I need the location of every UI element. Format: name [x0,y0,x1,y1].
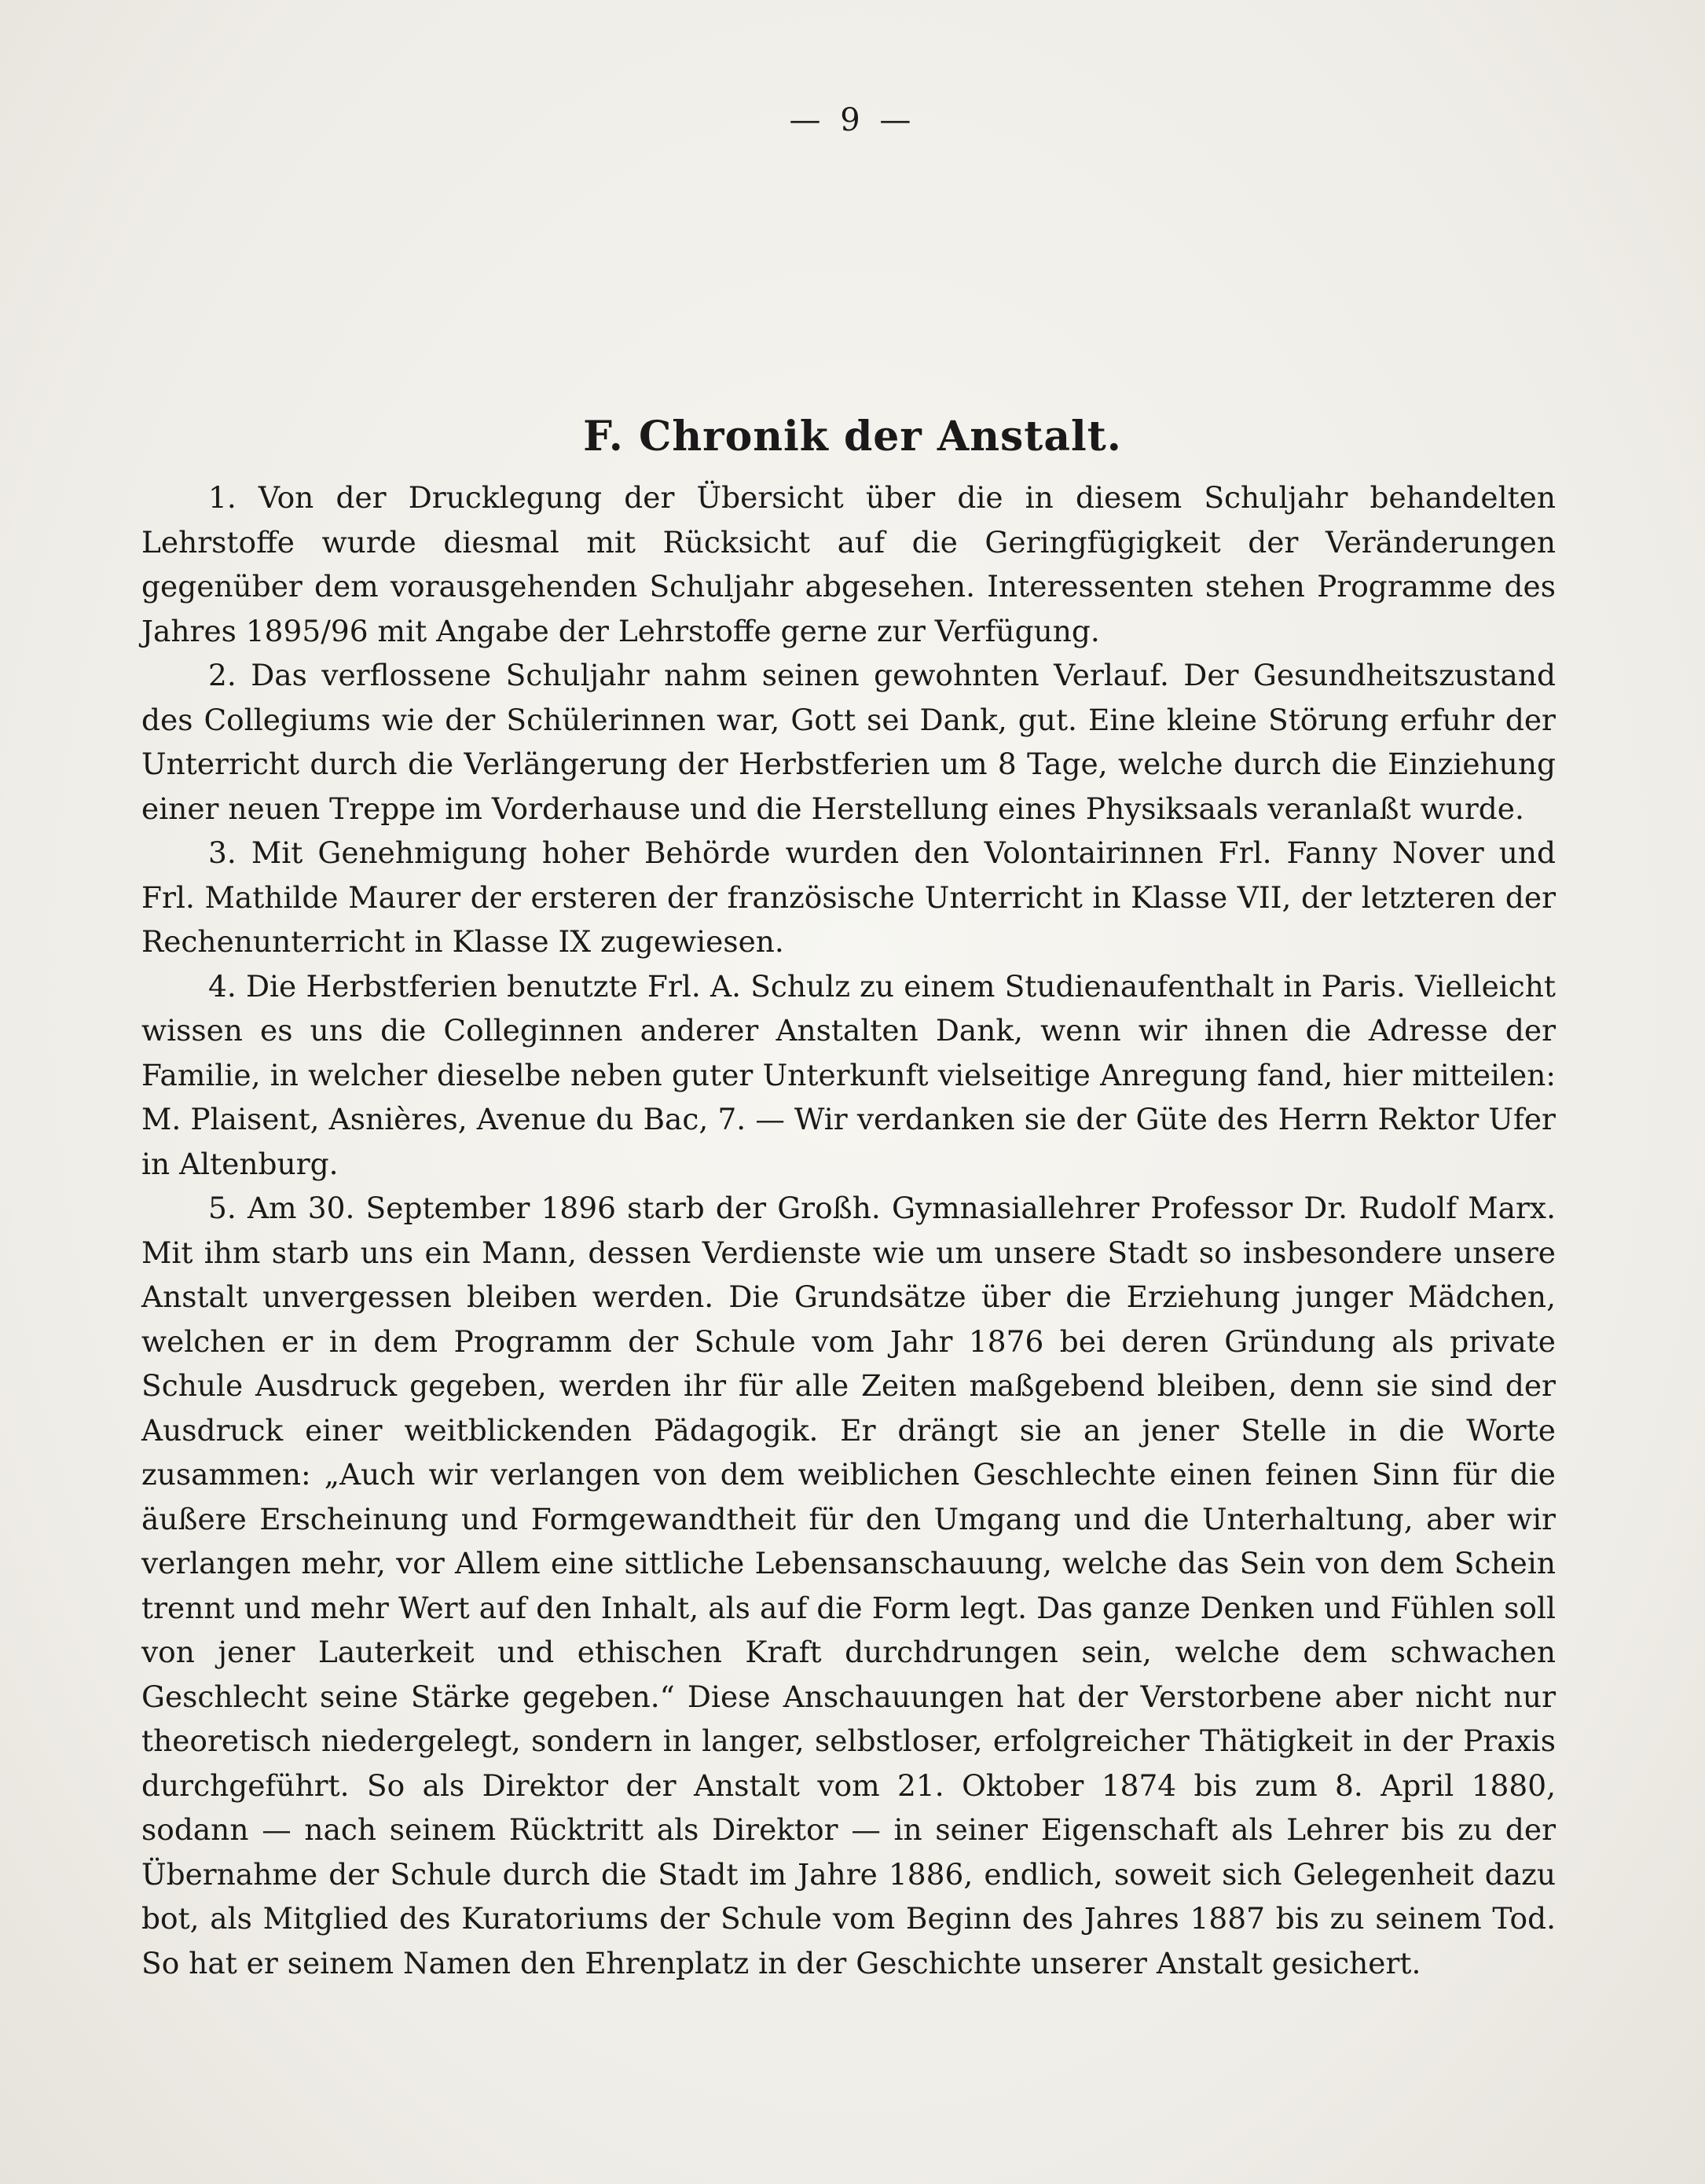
paragraph-3: 3. Mit Genehmigung hoher Behörde wurden den Volontairinnen Frl. Fanny Nover und Frl. Mathilde Maurer der ersteren der französische Unterricht in Klasse VII, der letzteren der Rechenunterricht in Klasse IX zugewiesen. [141,835,1556,959]
page-number: — 9 — [789,102,916,138]
paragraph-2: 2. Das verflossene Schuljahr nahm seinen gewohnten Verlauf. Der Gesundheitszustand des Collegiums wie der Schülerinnen war, Gott sei Dank, gut. Eine kleine Störung erfuhr der Unterricht durch die Verlängerung der Herbstferien um 8 Tage, welche durch die Einziehung einer neuen Treppe im Vorderhause und die Herstellung eines Physiksaals veranlaßt wurde. [141,658,1556,826]
section-heading: F. Chronik der Anstalt. [583,413,1122,461]
paragraph-5: 5. Am 30. September 1896 starb der Großh. Gymnasiallehrer Professor Dr. Rudolf Marx. Mit ihm starb uns ein Mann, dessen Verdienste wie um unsere Stadt so insbesondere unsere Anstalt unvergessen bleiben werden. Die Grundsätze über die Erziehung junger Mädchen, welchen er in dem Programm der Schule vom Jahr 1876 bei deren Gründung als private Schule Ausdruck gegeben, werden ihr für alle Zeiten maßgebend bleiben, denn sie sind der Ausdruck einer weitblickenden Pädagogik. Er drängt sie an jener Stelle in die Worte zusammen: „Auch wir verlangen von dem weiblichen Geschlechte einen feinen Sinn für die äußere Erscheinung und Formgewandtheit für den Umgang und die Unterhaltung, aber wir verlangen mehr, vor Allem eine sittliche Lebensanschauung, welche das Sein von dem Schein trennt und mehr Wert auf den Inhalt, als auf die Form legt. Das ganze Denken und Fühlen soll von jener Lauterkeit und ethischen Kraft durchdrungen sein, welche dem schwachen Geschlecht seine Stärke gegeben.“ Diese Anschauungen hat der Verstorbene aber nicht nur theoretisch niedergelegt, sondern in langer, selbstloser, erfolgreicher Thätigkeit in der Praxis durchgeführt. So als Direktor der Anstalt vom 21. Oktober 1874 bis zum 8. April 1880, sodann — nach seinem Rücktritt als Direktor — in seiner Eigenschaft als Lehrer bis zu der Übernahme der Schule durch die Stadt im Jahre 1886, endlich, soweit sich Gelegenheit dazu bot, als Mitglied des Kuratoriums der Schule vom Beginn des Jahres 1887 bis zu seinem Tod. So hat er seinem Namen den Ehrenplatz in der Geschichte unserer Anstalt gesichert. [141,1191,1556,1980]
body-text [141,475,1556,1985]
paragraph-4: 4. Die Herbstferien benutzte Frl. A. Schulz zu einem Studienaufenthalt in Paris. Vielleicht wissen es uns die Colleginnen anderer Anstalten Dank, wenn wir ihnen die Adresse der Familie, in welcher dieselbe neben guter Unterkunft vielseitige Anregung fand, hier mitteilen: M. Plaisent, Asnières, Avenue du Bac, 7. — Wir verdanken sie der Güte des Herrn Rektor Ufer in Altenburg. [141,968,1556,1181]
paragraph-1: 1. Von der Drucklegung der Übersicht über die in diesem Schuljahr behandelten Lehrstoffe wurde diesmal mit Rücksicht auf die Geringfügigkeit der Veränderungen gegenüber dem vorausgehenden Schuljahr abgesehen. Interessenten stehen Programme des Jahres 1895/96 mit Angabe der Lehrstoffe gerne zur Verfügung. [141,480,1556,648]
